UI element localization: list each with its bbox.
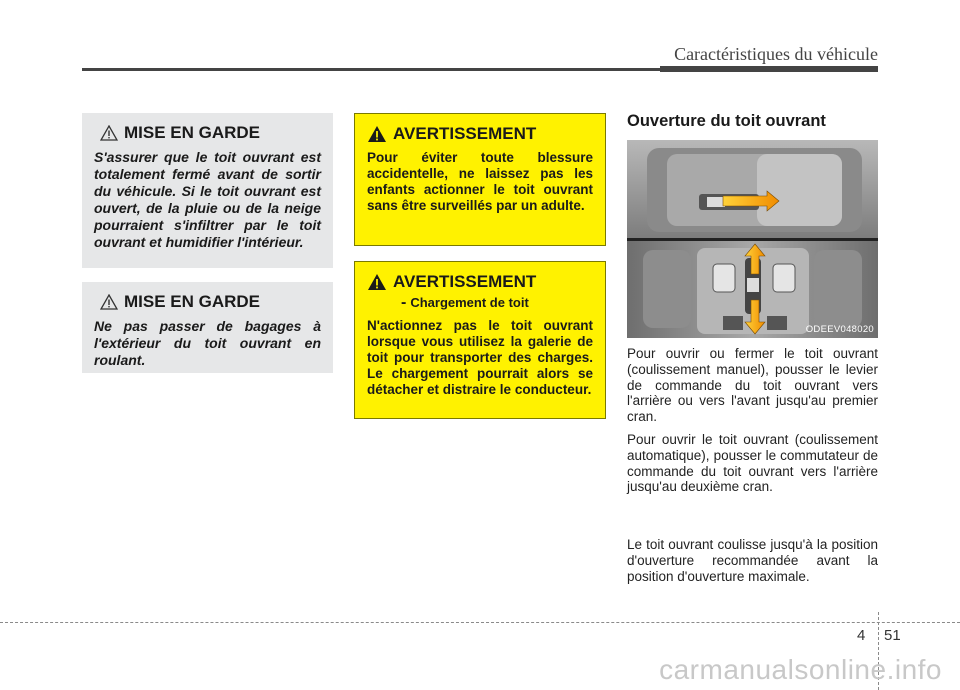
caution-box-luggage <box>82 282 333 373</box>
section-title: Ouverture du toit ouvrant <box>627 112 826 130</box>
caution-heading <box>94 292 321 312</box>
sunroof-console-illustration <box>627 140 878 338</box>
caution-heading-label: MISE EN GARDE <box>124 292 261 311</box>
warning-heading <box>367 124 593 144</box>
warning-heading <box>367 272 593 292</box>
warning-triangle-icon <box>367 273 387 291</box>
caution-heading-label: MISE EN GARDE <box>124 123 261 142</box>
caution-triangle-icon <box>100 125 118 141</box>
warning-heading-label: AVERTISSEMENT <box>393 124 537 143</box>
page-header-title: Caractéristiques du véhicule <box>674 44 878 64</box>
paragraph-auto-slide: Pour ouvrir le toit ouvrant (coulissement automatique), pousser le commutateur de commande du toit ouvrant vers l'arrière jusqu'au deuxième cran. <box>627 432 878 495</box>
warning-subheading: - Chargement de toit <box>401 294 529 311</box>
caution-box-sunroof-closed <box>82 113 333 268</box>
footer-page-number: 51 <box>884 627 901 644</box>
footer-chapter-number: 4 <box>857 627 866 644</box>
warning-text: Pour éviter toute blessure accidentelle, ne laissez pas les enfants actionner le toit ouvrant sans être surveillés par un adulte. <box>367 150 593 213</box>
paragraph-manual-slide: Pour ouvrir ou fermer le toit ouvrant (coulissement manuel), pousser le levier de commande du toit ouvrant vers l'arrière ou vers l'avant jusqu'au premier cran. <box>627 346 878 425</box>
warning-text: N'actionnez pas le toit ouvrant lorsque vous utilisez la galerie de toit pour transporter des charges. Le chargement pourrait alors se détacher et distraire le conducteur. <box>367 318 593 397</box>
warning-heading-label: AVERTISSEMENT <box>393 272 537 291</box>
caution-text: Ne pas passer de bagages à l'extérieur du toit ouvrant en roulant. <box>94 318 321 368</box>
sunroof-control-photo <box>627 140 878 338</box>
watermark: carmanualsonline.info <box>659 654 942 685</box>
paragraph-open-position: Le toit ouvrant coulisse jusqu'à la position d'ouverture recommandée avant la position d'ouverture maximale. <box>627 537 878 584</box>
caution-text: S'assurer que le toit ouvrant est totalement fermé avant de sortir du véhicule. Si le toit ouvrant est ouvert, de la pluie ou de la neige pourraient s'infiltrer par le toit ouvrant et humidifier l'intérieur. <box>94 149 321 250</box>
caution-heading <box>94 123 321 143</box>
warning-box-children <box>354 113 606 246</box>
caution-triangle-icon <box>100 294 118 310</box>
warning-triangle-icon <box>367 125 387 143</box>
warning-subheading-label: Chargement de toit <box>410 295 529 310</box>
photo-caption: ODEEV048020 <box>805 324 874 335</box>
header-rule-accent <box>660 66 878 72</box>
warning-box-roof-load <box>354 261 606 419</box>
footer-rule <box>0 622 960 623</box>
